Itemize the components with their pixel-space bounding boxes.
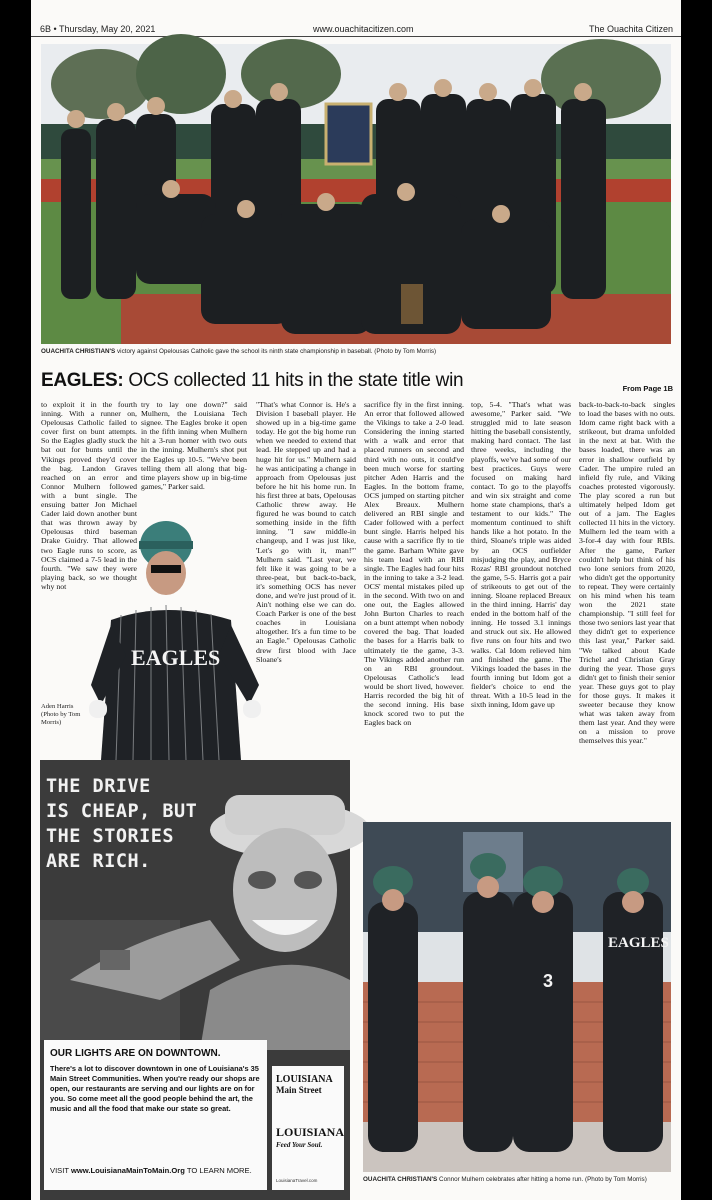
mulhern-photo-caption: OUACHITA CHRISTIAN'S Connor Mulhern celebrates after hitting a home run. (Photo by Tom Morris)	[363, 1176, 647, 1183]
ad-title: OUR LIGHTS ARE ON DOWNTOWN.	[50, 1048, 221, 1059]
louisiana-main-street-ad	[40, 760, 350, 1200]
bottom-jersey-number: 3	[543, 971, 554, 991]
harris-jersey-text: EAGLES	[131, 645, 221, 670]
article-col-2: try to lay one down?" said Mulhern, the Louisiana Tech signee. The Eagles broke it open in the fifth inning when Mulhern hit a 3-run homer with two outs in the inning. Mulhern's shot put the Eagles up 10-5. "We've been telling them all along that big-time players show up in big-time games," Parker said.	[141, 400, 247, 491]
harris-photo-caption: Aden Harris (Photo by Tom Morris)	[41, 703, 81, 726]
article-col-1: to exploit it in the fourth inning. With a runner on, Opelousas Catholic failed to cover first on bunt attempts. So the Eagles gladly stuck the bat out for bunts until the Vikings proved they'd cover the bag. Landon Graves reached on an error and Connor Mulhern followed with a bunt single. The ensuing batter Jon Michael Cader laid down another bunt that was thrown away by Opelousas third baseman Drake Guidry. That allowed two Eagle runs to score, as OCS claimed a 7-5 lead in the fourth. "We saw they were playing back, so we thought why not	[41, 400, 137, 591]
ad-call-to-action: VISIT www.LouisianaMainToMain.Org TO LEARN MORE.	[50, 1166, 252, 1175]
ad-headline: THE DRIVE IS CHEAP, BUT THE STORIES ARE RICH.	[46, 776, 198, 872]
harris-photo-image	[81, 515, 271, 760]
harris-photo	[81, 515, 271, 760]
team-photo-image	[41, 44, 671, 344]
paper-name: The Ouachita Citizen	[588, 24, 673, 34]
feed-your-soul-logo: LOUISIANA Feed Your Soul.	[276, 1125, 345, 1149]
bottom-jersey-text: EAGLES	[608, 935, 669, 951]
ad-url: www.LouisianaMainToMain.Org	[70, 1166, 185, 1175]
article-col-4: sacrifice fly in the first inning. An error that followed allowed the Vikings to take a 2-0 lead. Considering the inning started with a walk and error that placed runners on second and third with no outs, it could've been much worse for starting pitcher Aden Harris and the Eagles. In the bottom frame, OCS jumped on starting pitcher Alex Breaux. Mulhern delivered an RBI single and Cader followed with a perfect bunt single. Harris helped his cause with a sacrifice fly to tie the game. Barham White gave his team lead with an RBI single. The Eagles had four hits in the inning to take a 3-2 lead. OCS' mental mistakes piled up in the second. With two on and one out, the Eagles allowed John Burton Charles to reach on a bunt attempt when nobody covered the bag. That loaded the bases for a Harris balk to ultimately tie the game, 3-3. The Vikings added another run on an RBI groundout. Opelousas Catholic's lead would be short lived, however. Harris recorded the big hit of the second inning. His base knock scored two to put the Eagles back on	[364, 400, 464, 728]
article-col-3: "That's what Connor is. He's a Division I baseball player. He showed up in a big-time game today. He got the big home run when we needed to extend that lead. He stepped up and had a huge hit for us." Mulhern said he was anticipating a change in approach from Opelousas just before he hit his home run. In his first three at bats, Opelousas Catholic threw away. He figured he was bound to catch something inside in the fifth inning. "I saw middle-in changeup, and I was just like, 'Let's go with it, man!'" Mulhern said. "Last year, we felt like it was going to be a three-peat, but back-to-back, it's something OCS has never done, and we're just proud of it. Ain't nothing else we can do. Coach Parker is one of the best coaches in Louisiana altogether. It's a fun time to be an Eagle." Opelousas Catholic drew first blood with Jace Sloane's	[256, 400, 356, 664]
team-photo	[41, 44, 671, 344]
ad-body: There's a lot to discover downtown in one of Louisiana's 35 Main Street Communities. When you're ready our shops are open, our restaurants are serving and our lights are on for you. So come meet all the good people behind the art, the music and all the food that make our state so great.	[50, 1064, 260, 1113]
jump-from: From Page 1B	[622, 384, 673, 393]
ad-logos	[272, 1066, 344, 1190]
travel-url: LouisianaTravel.com	[276, 1178, 318, 1183]
page-date: 6B • Thursday, May 20, 2021	[40, 24, 156, 34]
newspaper-page	[31, 0, 681, 1200]
website: www.ouachitacitizen.com	[313, 24, 414, 34]
main-street-logo: LOUISIANA Main Street	[276, 1074, 333, 1095]
page-header	[31, 0, 681, 37]
mulhern-photo-image	[363, 822, 671, 1172]
mulhern-photo	[363, 822, 671, 1172]
article-col-5: top, 5-4. "That's what was awesome," Parker said. "We struggled mid to late season hitting the baseball consistently, making hard contact. The last three weeks, including the playoffs, we've had some of our best practices. Guys were focused on making hard contact. To go to the playoffs and win six straight and come home state champions, that's a testament to our kids." The momentum continued to shift hands like a hot potato. In the third, Sloane's triple was aided by an OCS outfielder misjudging the play, and Bryce Rozas' RBI groundout notched the game, 5-5. Harris got a pair of strikeouts to get out of the inning. Sloane replaced Breaux in the third inning. Harris' day ended in the bottom half of the inning. He tossed 3.1 innings and struck out six. He allowed five runs on four hits and two walks. Cal Idom relieved him and finished the game. The Vikings loaded the bases in the fourth inning but Idom got a fielder's choice to end the threat. With a 10-5 lead in the sixth inning, Idom gave up	[471, 400, 571, 710]
ad-text-box	[44, 1040, 267, 1190]
team-photo-caption: OUACHITA CHRISTIAN'S victory against Opelousas Catholic gave the school its ninth state championship in baseball. (Photo by Tom Morris)	[41, 348, 437, 355]
article-col-6: back-to-back-to-back singles to load the bases with no outs. Idom came right back with a strikeout, but drama unfolded in the next at bat. With the bases loaded, there was an error in shallow outfield by Cader. The umpire ruled an infield fly rule, and Viking coaches protested vigorously. The play scored a run but ultimately helped Idom get out of a jam. The Eagles collected 11 hits in the victory. Mulhern led the team with a 3-for-4 day with four RBIs. After the game, Parker couldn't help but think of his two lone seniors from 2020, who didn't get the opportunity to repeat. They were certainly on his mind when his team won the 2021 state championship. "I still feel for those two seniors last year that they didn't get to experience this last year," Parker said. "We talked about Kade Trichel and Christian Gray during the year. Those guys didn't get to finish their senior year. These guys got to play for those guys. It makes it sweeter because they know what was taken away from them last year. And they were on a mission to prove themselves this year."	[579, 400, 675, 746]
article-headline: EAGLES: OCS collected 11 hits in the state title win	[41, 370, 464, 391]
